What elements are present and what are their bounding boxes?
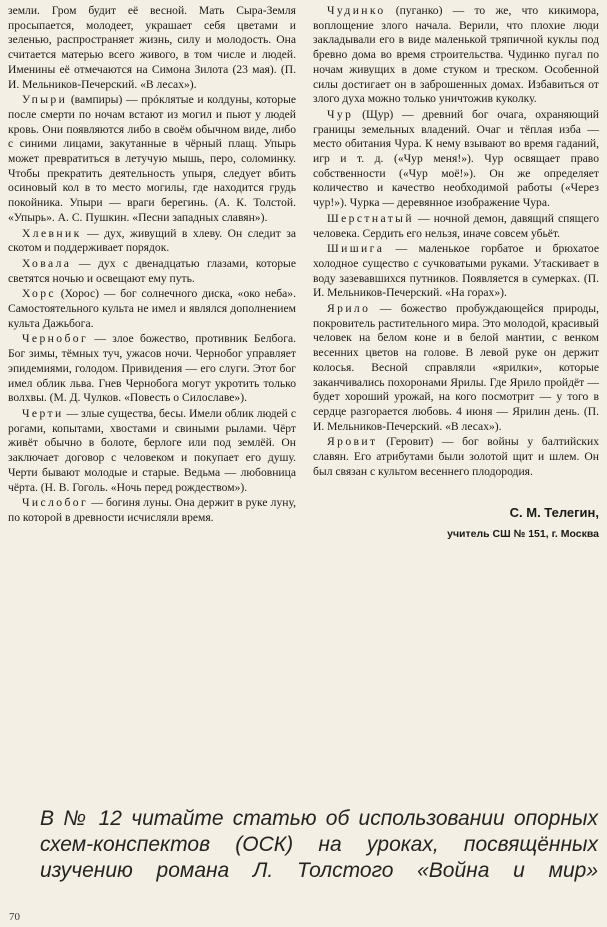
term-yarilo: Ярило [327, 302, 371, 316]
term-sherstnatyi: Шерстнатый [327, 211, 414, 225]
definition-cherti: — злые существа, бесы. Имели облик людей с рогами, копытами, хвостами и свиными рылами. Чёрт живёт обычно в болоте, берлоге или под землёй. Он заключает договор с человеком и покупает его душу. Черти бывают молодые и старые. Ведьма — любовница чёрта. (Н. В. Гоголь. «Ночь перед рождеством»). [8, 406, 296, 494]
entry-chislobog [8, 496, 296, 525]
term-yarovit: Яровит [327, 435, 378, 449]
author-name: С. М. Телегин, [509, 504, 599, 520]
next-issue-announcement: В № 12 читайте статью об использовании опорных схем-конспектов (ОСК) на уроках, посвящённых изучению романа Л. Толстого «Война и мир» [40, 807, 598, 882]
definition-yarovit: (Геровит) — бог войны у балтийских славян. Его атрибутами были золотой щит и шлем. Он был связан с культом весеннего плодородия. [313, 435, 599, 478]
definition-chur: (Щур) — древний бог очага, охраняющий границы земельных владений. Очаг и тёплая изба — место обитания Чура. К нему взывают во время гаданий, игр и т. д. («Чур меня!»). Чур освящает право собственности («Чур моё!»). Он же определяет количество и качество необходимой работы («Через чур!»). Чурка — деревянное изображение Чура. [313, 107, 599, 210]
entry-chur [313, 108, 599, 211]
author-signature [313, 504, 599, 541]
author-role: учитель СШ № 151, г. Москва [447, 527, 599, 540]
term-chur: Чур [327, 107, 354, 121]
right-column [313, 4, 599, 541]
term-chudinko: Чудинко [327, 4, 386, 17]
definition-khovala: — дух с двенадцатью глазами, которые светятся ночью и освещают ему путь. [8, 256, 296, 285]
entry-upyri [8, 93, 296, 225]
definition-upyri: (вампиры) — прóклятые и колдуны, которые после смерти по ночам встают из могил и пьют у людей кровь. Они появляются либо в своём обычном виде, либо с синими лицами, закутанные в чёрный плащ. Упырь может превратиться в летучую мышь, перо, соломинку. Чтобы прекратить деятельность упыря, следует вбить осиновый кол в то место могилы, где находится грудь покойника. Упыри — враги берегинь. (А. К. Толстой. «Упырь». А. С. Пушкин. «Песни западных славян»). [8, 93, 296, 224]
definition-khors: (Хорос) — бог солнечного диска, «око неба». Самостоятельного культа не имел и являлся дополнением культа Дажьбога. [8, 287, 296, 330]
term-chernobog: Чернобог [22, 332, 89, 346]
entry-sherstnatyi [313, 212, 599, 241]
definition-shishiga: — маленькое горбатое и брюхатое холодное существо с сучковатыми руками. Утаскивает в воду зазевавшихся путников. Появляется в сумерках. (П. И. Мельников-Печерский. «На горах»). [313, 242, 599, 300]
entry-shishiga [313, 242, 599, 301]
term-khlevnik: Хлевник [22, 226, 82, 240]
entry-cherti [8, 407, 296, 495]
term-shishiga: Шишига [327, 242, 385, 256]
definition-chernobog: — злое божество, противник Белбога. Бог зимы, тёмных туч, ужасов ночи. Чернобог управляет эпидемиями, голодом. Привидения — его слуги. Этот бог имел облик льва. Гнев Чернобога могут укротить только волхвы. (М. Д. Чулков. «Повесть о Силославе»). [8, 332, 296, 405]
term-upyri: Упыри [22, 93, 68, 107]
term-cherti: Черти [22, 406, 64, 420]
term-khors: Хорс [22, 287, 56, 301]
term-khovala: Ховала [22, 256, 72, 270]
definition-sherstnatyi: — ночной демон, давящий спящего человека. Сердить его нельзя, иначе совсем убьёт. [313, 211, 599, 240]
entry-yarilo [313, 302, 599, 434]
entry-chudinko [313, 4, 599, 107]
entry-yarovit [313, 435, 599, 479]
left-column [8, 4, 296, 527]
entry-khovala [8, 257, 296, 286]
term-chislobog: Числобог [22, 496, 89, 510]
definition-khlevnik: — дух, живущий в хлеву. Он следит за скотом и поддерживает порядок. [8, 226, 296, 255]
entry-chernobog [8, 332, 296, 406]
definition-yarilo: — божество пробуждающейся природы, покровитель растительного мира. Это молодой, красивый человек на белом коне и в белой мантии, с венком весенних цветов на голове. В левой руке он держит колосья. Весной справляли «ярилки», которые заканчивались похоронами Ярилы. Где Ярило пройдёт — будет хороший урожай, на кого посмотрит — у того в сердце разгорается любовь. 4 июня — Ярилин день. (П. И. Мельников-Печерский. «В лесах»). [313, 302, 599, 433]
definition-chislobog: — богиня луны. Она держит в руке луну, по которой в древности исчисляли время. [8, 496, 296, 524]
entry-mat-syra-zemlya: земли. Гром будит её весной. Мать Сыра-Земля просыпается, молодеет, украшает себя цветами и зеленью, распространяет жизнь, силу и молодость. Она считается матерью всего живого, в том числе и людей. Именины её отмечаются на Симона Зилота (23 мая). (П. И. Мельников-Печерский. «В лесах»). [8, 4, 296, 91]
entry-khlevnik [8, 227, 296, 256]
definition-chudinko: (пуганко) — то же, что кикимора, воплощение злого начала. Верили, что плохие люди закладывали его в виде маленькой тряпичной куклы под бревно дома во время строительства. Чудинко пугал по ночам живущих в доме стуком и треском. Особенной силы достигает он в заброшенных домах. Избавиться от злого духа можно только уничтожив куколку. [313, 4, 599, 106]
page-number: 70 [9, 911, 20, 923]
entry-khors [8, 287, 296, 331]
